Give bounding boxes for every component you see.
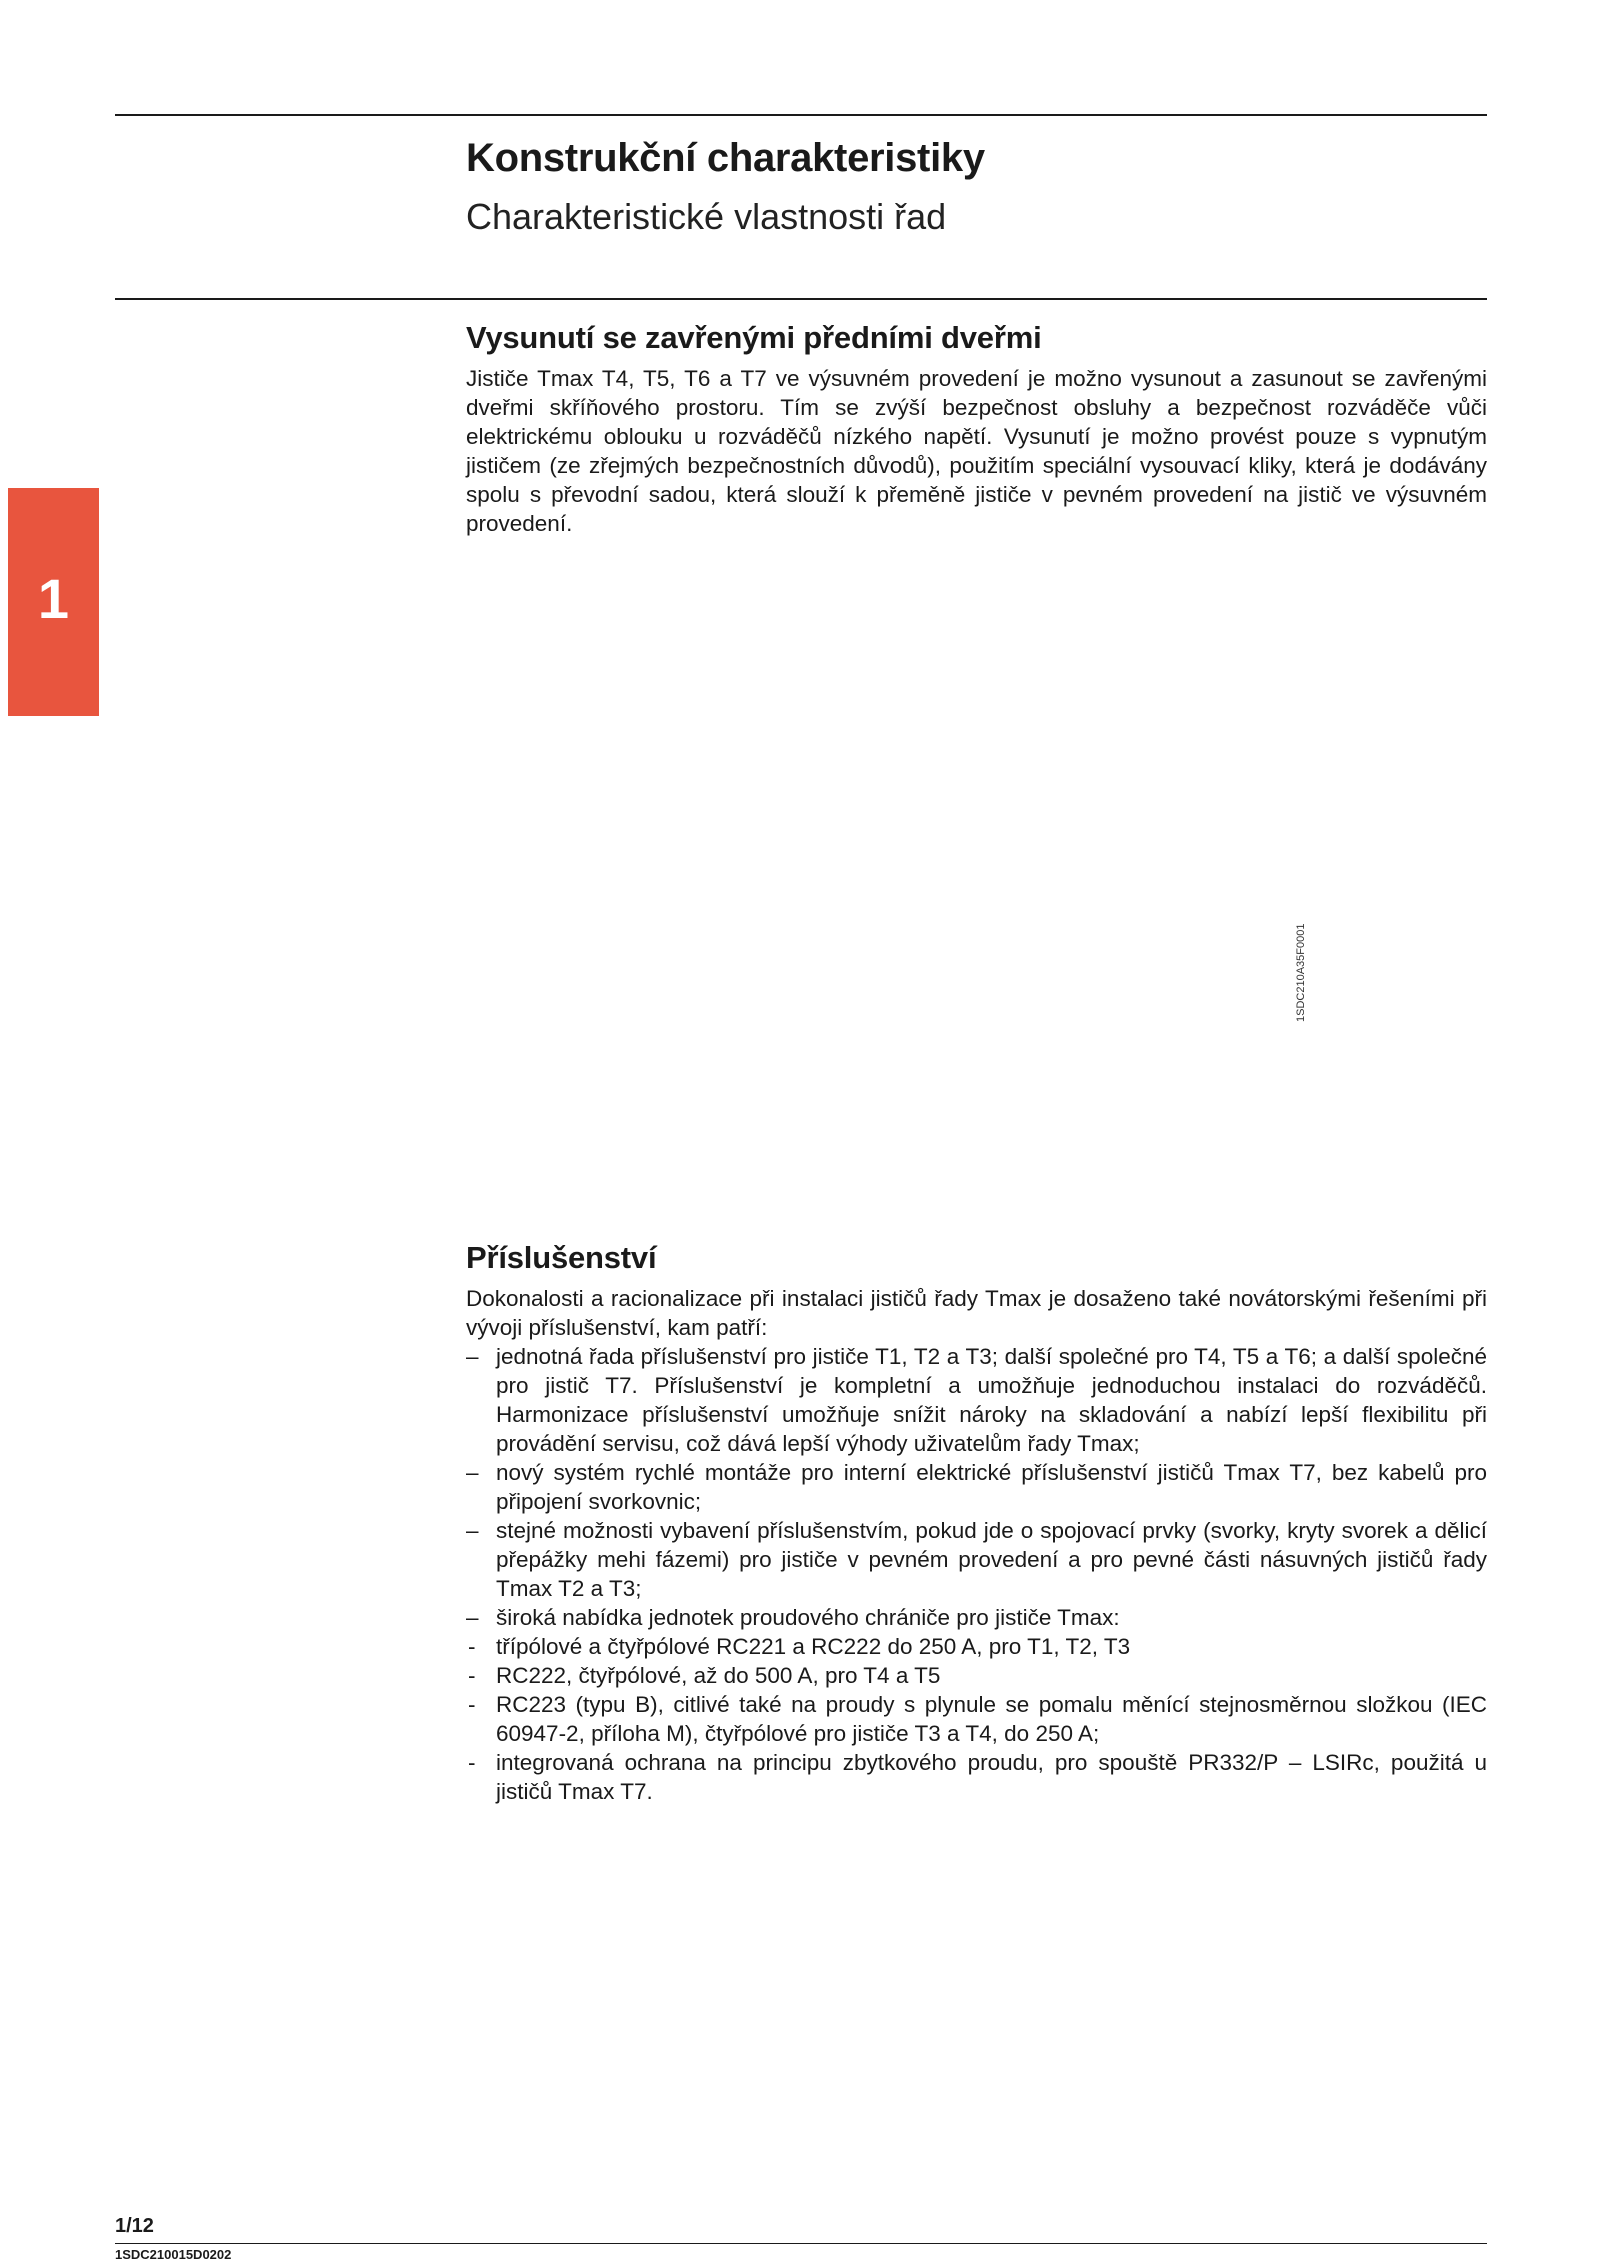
page-title: Konstrukční charakteristiky	[466, 136, 985, 180]
sub-list-item: - RC222, čtyřpólové, až do 500 A, pro T4 a T5	[468, 1663, 941, 1688]
list-item: – stejné možnosti vybavení příslušenstvím, pokud jde o spojovací prvky (svorky, kryty svorek a dělicí přepážky mehi fázemi) pro jističe v pevném provedení a pro pevné části násuvných jističů řady Tmax T2 a T3;	[466, 1518, 1487, 1601]
section-body: Jističe Tmax T4, T5, T6 a T7 ve výsuvném provedení je možno vysunout a zasunout se zavřenými dveřmi skříňového prostoru. Tím se zvýší bezpečnost obsluhy a bezpečnost rozváděče vůči elektrickému oblouku u rozváděčů nízkého napětí. Vysunutí je možno provést pouze s vypnutým jističem (ze zřejmých bezpečnostních důvodů), použitím speciální vysouvací kliky, která je dodávány spolu s převodní sadou, která slouží k přeměně jističe v pevném provedení na jistič ve výsuvném provedení.	[466, 366, 1487, 536]
header-bottom-rule	[115, 298, 1487, 300]
page-number: 1/12	[115, 2215, 154, 2237]
dash-bullet: –	[466, 1605, 479, 1630]
list-item: – jednotná řada příslušenství pro jističe T1, T2 a T3; další společné pro T4, T5 a T6; a další společné pro jistič T7. Příslušenství je kompletní a umožňuje jednoduchou instalaci do rozváděčů. Harmonizace příslušenství umožňuje snížit nároky na skladování a nabízí lepší flexibilitu při provádění servisu, což dává lepší výhody uživatelům řady Tmax;	[466, 1344, 1487, 1456]
section-heading: Příslušenství	[466, 1240, 657, 1275]
page-subtitle: Charakteristické vlastnosti řad	[466, 196, 947, 237]
chapter-tab	[8, 488, 99, 716]
section-intro: Dokonalosti a racionalizace při instalaci jističů řady Tmax je dosaženo také novátorskými řešeními při vývoji příslušenství, kam patří:	[466, 1286, 1487, 1340]
rcd-sublist	[466, 1632, 1487, 1806]
figure-code: 1SDC210A35F0001	[1295, 923, 1307, 1022]
footer-rule	[115, 2243, 1487, 2244]
section-heading: Vysunutí se zavřenými předními dveřmi	[466, 320, 1042, 355]
sub-list-item: - třípólové a čtyřpólové RC221 a RC222 do 250 A, pro T1, T2, T3	[468, 1634, 1131, 1659]
list-item: – široká nabídka jednotek proudového chrániče pro jističe Tmax: - třípólové a čtyřpólové RC221 a RC222 do 250 A, pro T1, T2, T3 - RC222, čtyřpólové, až do 500 A, pro T4 a T5 - RC223 (typu B), citlivé také na proudy s plynule se pomalu měnící stejnosměrnou složkou (IEC 60947-2, příloha M), čtyřpólové pro jističe T3 a T4, do 250 A; - integrovaná ochrana na principu zbytkového proudu, pro spouště PR332/P – LSIRc, použitá u jističů Tmax T7.	[466, 1605, 1487, 1804]
sub-list-item: - integrovaná ochrana na principu zbytkového proudu, pro spouště PR332/P – LSIRc, použitá u jističů Tmax T7.	[468, 1750, 1487, 1804]
sub-bullet: -	[468, 1692, 476, 1717]
section-drawout-closed-door	[466, 320, 1487, 538]
sub-bullet: -	[468, 1750, 476, 1775]
dash-bullet: –	[466, 1460, 479, 1485]
accessories-list	[466, 1342, 1487, 1806]
section-accessories	[466, 1240, 1487, 1806]
sub-bullet: -	[468, 1634, 476, 1659]
chapter-number: 1	[37, 567, 70, 630]
document-code: 1SDC210015D0202	[115, 2247, 232, 2262]
dash-bullet: –	[466, 1344, 479, 1369]
list-item: – nový systém rychlé montáže pro interní elektrické příslušenství jističů Tmax T7, bez kabelů pro připojení svorkovnic;	[466, 1460, 1487, 1514]
dash-bullet: –	[466, 1518, 479, 1543]
sub-bullet: -	[468, 1663, 476, 1688]
sub-list-item: - RC223 (typu B), citlivé také na proudy s plynule se pomalu měnící stejnosměrnou složkou (IEC 60947-2, příloha M), čtyřpólové pro jističe T3 a T4, do 250 A;	[468, 1692, 1487, 1746]
header-top-rule	[115, 114, 1487, 116]
